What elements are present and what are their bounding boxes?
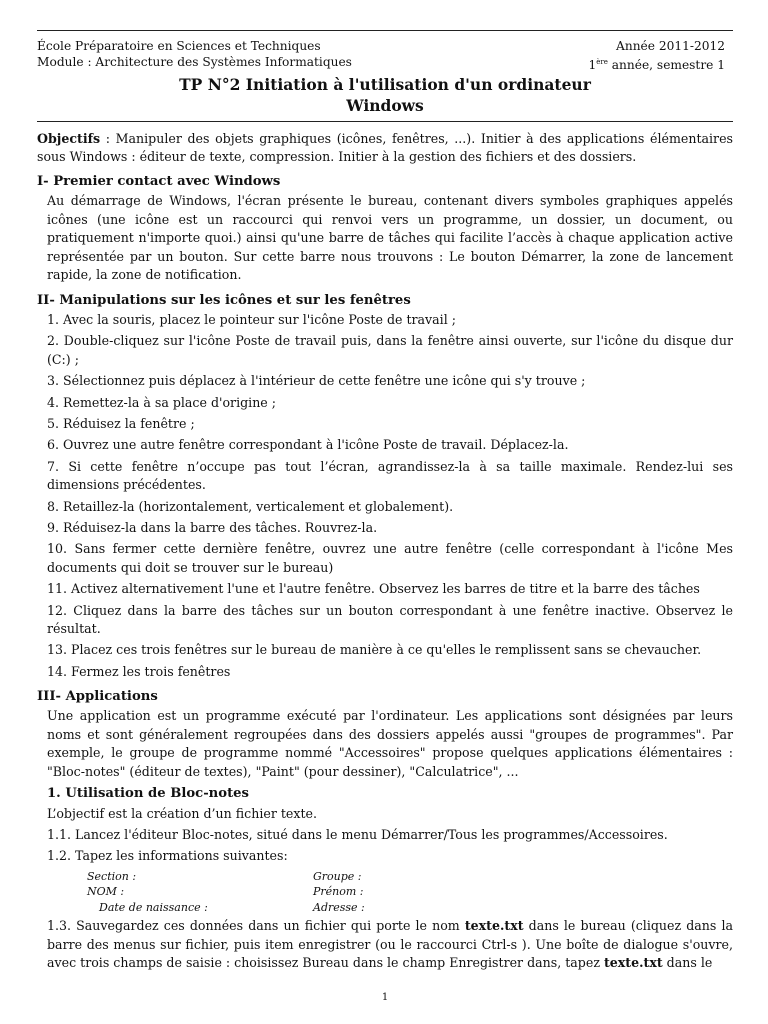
list-item: 6. Ouvrez une autre fenêtre correspondant à l'icône Poste de travail. Déplacez-la. (47, 437, 569, 453)
step-1-2: 1.2. Tapez les informations suivantes: (47, 848, 288, 864)
list-item: 1. Avec la souris, placez le pointeur sur l'icône Poste de travail ; (47, 311, 456, 327)
section3-text: Une application est un programme exécuté par l'ordinateur. Les applications sont désignées par leurs noms et sont généralement regroupées dans des dossiers appelés aussi "groupes de programmes". Par exemple, le groupe de programme nommé "Accessoires" propose quelques applications élémentaires : "Bloc-notes" (éditeur de textes), "Paint" (pour dessiner), "Calculatrice", ... (47, 708, 733, 780)
field-groupe: Groupe : (313, 869, 362, 883)
filename: texte.txt (464, 918, 524, 934)
subsection-intro: L’objectif est la création d’un fichier texte. (47, 805, 317, 821)
field-nom: NOM : (87, 885, 125, 899)
doc-title-line1: TP N°2 Initiation à l'utilisation d'un ordinateur (179, 75, 591, 94)
info-fields (87, 869, 733, 915)
list-item: 13. Placez ces trois fenêtres sur le bureau de manière à ce qu'elles le remplissent sans se chevaucher. (47, 642, 702, 658)
section1-text: Au démarrage de Windows, l'écran présente le bureau, contenant divers symboles graphiques appelés icônes (une icône est un raccourci qui renvoi vers un programme, un dossier, un document, ou pratiquement n'importe quoi.) ainsi qu'une barre de tâches qui facilite l’accès à chaque application active représentée par un bouton. Sur cette barre nous trouvons : Le bouton Démarrer, la zone de lancement rapide, la zone de notification. (47, 193, 733, 283)
step-1-1: 1.1. Lancez l'éditeur Bloc-notes, situé dans le menu Démarrer/Tous les programmes/Accessoires. (47, 827, 668, 843)
field-date-of-birth: Date de naissance : (99, 900, 208, 914)
course-level: 1ère année, semestre 1 (588, 58, 725, 72)
step-1-3: 1.3. Sauvegardez ces données dans un fichier qui porte le nom texte.txt dans le bureau (cliquez dans la barre des menus sur fichier, puis item enregistrer (ou le raccourci Ctrl-s ). Une boîte de dialogue s'ouvre, avec trois champs de saisie : choisissez Bureau dans le champ Enregistrer dans, tapez texte.txt dans le (47, 918, 734, 970)
field-section: Section : (87, 869, 137, 883)
list-item: 8. Retaillez-la (horizontalement, verticalement et globalement). (47, 498, 454, 514)
list-item: 2. Double-cliquez sur l'icône Poste de travail puis, dans la fenêtre ainsi ouverte, sur l'icône du disque dur (C:) ; (47, 333, 733, 367)
list-item: 5. Réduisez la fenêtre ; (47, 416, 195, 431)
top-rule (37, 30, 733, 31)
document-page (37, 30, 733, 1024)
section3-heading: III- Applications (37, 689, 158, 705)
school-name: École Préparatoire en Sciences et Techniques (37, 39, 321, 53)
academic-year: Année 2011-2012 (616, 39, 725, 53)
section1-heading: I- Premier contact avec Windows (37, 174, 281, 189)
list-item: 3. Sélectionnez puis déplacez à l'intérieur de cette fenêtre une icône qui s'y trouve ; (47, 373, 586, 389)
list-item: 10. Sans fermer cette dernière fenêtre, ouvrez une autre fenêtre (celle correspondant à l'icône Mes documents qui doit se trouver sur le bureau) (47, 541, 733, 575)
header-row-1 (37, 39, 733, 54)
list-item: 9. Réduisez-la dans la barre des tâches. Rouvrez-la. (47, 520, 378, 536)
list-item: 7. Si cette fenêtre n’occupe pas tout l’écran, agrandissez-la à sa taille maximale. Rendez-lui ses dimensions précédentes. (47, 458, 733, 493)
list-item: 14. Fermez les trois fenêtres (47, 663, 231, 679)
module-name: Module : Architecture des Systèmes Informatiques (37, 55, 352, 69)
field-adresse: Adresse : (313, 900, 365, 914)
list-item: 4. Remettez-la à sa place d'origine ; (47, 394, 276, 410)
manipulation-list (37, 311, 733, 681)
list-item: 12. Cliquez dans la barre des tâches sur un bouton correspondant à une fenêtre inactive. Observez le résultat. (47, 602, 733, 637)
filename: texte.txt (603, 954, 663, 970)
field-prenom: Prénom : (313, 885, 364, 899)
title-rule (37, 121, 733, 122)
page-number: 1 (381, 992, 389, 1003)
list-item: 11. Activez alternativement l'une et l'autre fenêtre. Observez les barres de titre et la barre des tâches (47, 581, 700, 597)
doc-title-line2: Windows (346, 96, 424, 115)
subsection-heading: 1. Utilisation de Bloc-notes (47, 785, 249, 801)
header-row-2 (37, 55, 733, 73)
section2-heading: II- Manipulations sur les icônes et sur les fenêtres (37, 292, 411, 308)
objectives: Objectifs : Manipuler des objets graphiques (icônes, fenêtres, ...). Initier à des applications élémentaires sous Windows : éditeur de texte, compression. Initier à la gestion des fichiers et des dossiers. (37, 131, 733, 164)
